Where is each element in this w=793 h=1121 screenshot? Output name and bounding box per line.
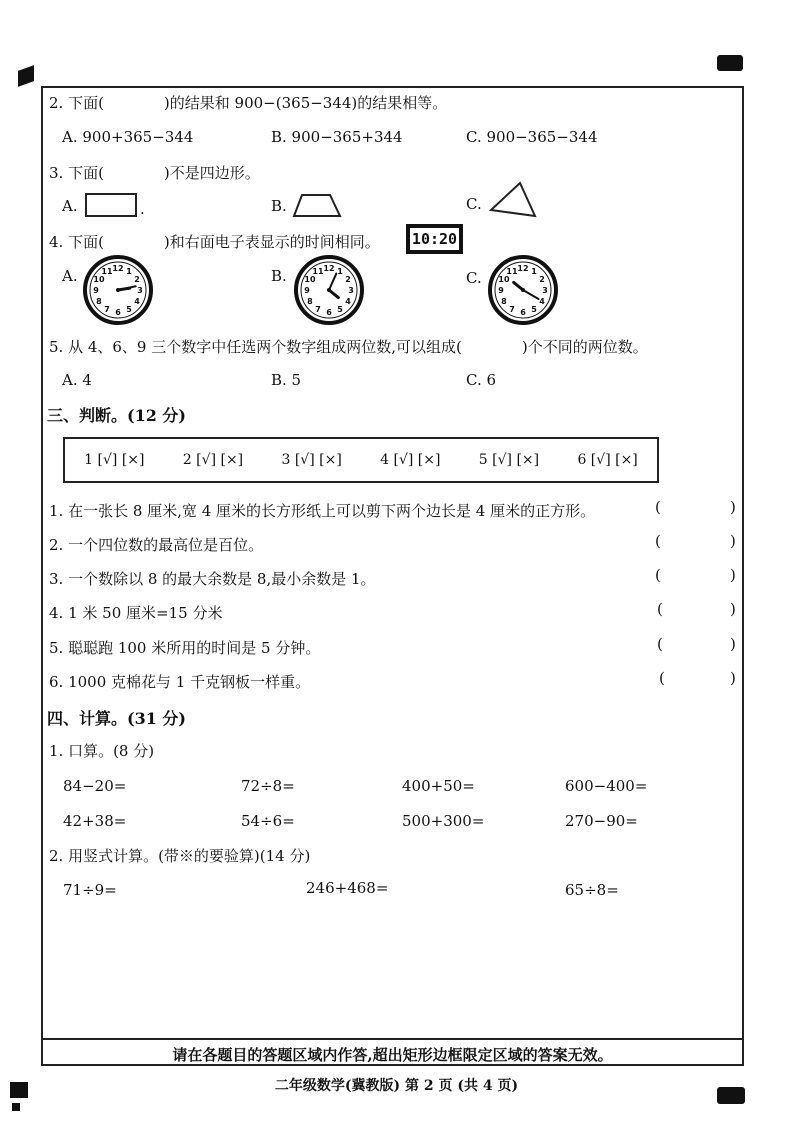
digital-clock-display: 10:20	[406, 224, 463, 254]
clock-numeral: 1	[337, 266, 343, 276]
judgment-answer-5[interactable]: 5 [√] [×]	[478, 452, 540, 468]
clock-numeral: 6	[326, 308, 332, 317]
section-3-title: 三、判断。(12 分)	[47, 406, 186, 425]
question-4-option-a[interactable]: A.	[62, 267, 78, 285]
judgment-item-1: 1. 在一张长 8 厘米,宽 4 厘米的长方形纸上可以剪下两个边长是 4 厘米的正方形。	[49, 502, 596, 520]
question-4-option-c[interactable]: C.	[466, 269, 482, 287]
oral-calc-item-5: 42+38=	[63, 812, 127, 830]
judgment-item-3: 3. 一个数除以 8 的最大余数是 8,最小余数是 1。	[49, 570, 376, 588]
judgment-answer-6[interactable]: 6 [√] [×]	[577, 452, 638, 468]
clock-numeral: 10	[304, 275, 316, 284]
clock-numeral: 10	[93, 275, 105, 284]
clock-numeral: 11	[312, 266, 324, 276]
analog-clock-b-icon	[294, 255, 364, 325]
clock-numeral: 4	[539, 297, 545, 306]
answer-paren-close-3: )	[730, 566, 736, 584]
clock-numeral: 4	[134, 297, 140, 306]
clock-numeral: 6	[520, 308, 526, 317]
clock-numeral: 3	[542, 286, 548, 295]
question-5-stem: 5. 从 4、6、9 三个数字中任选两个数字组成两位数,可以组成( )个不同的两位数。	[49, 338, 648, 356]
clock-numeral: 3	[137, 286, 143, 295]
answer-paren-close-2: )	[730, 532, 736, 550]
clock-numeral: 7	[315, 305, 321, 315]
question-5-option-a[interactable]: A. 4	[62, 371, 92, 389]
question-4-option-b[interactable]: B.	[271, 267, 287, 285]
registration-mark-top-right	[717, 55, 743, 71]
oral-calc-title: 1. 口算。(8 分)	[49, 742, 155, 760]
registration-mark-bottom-left-small	[12, 1103, 20, 1111]
section-4-title: 四、计算。(31 分)	[47, 709, 186, 728]
judgment-answer-4[interactable]: 4 [√] [×]	[380, 452, 441, 468]
question-2-option-c[interactable]: C. 900−365−344	[466, 128, 598, 146]
clock-numeral: 9	[304, 286, 310, 295]
clock-numeral: 4	[345, 297, 351, 306]
clock-numeral: 5	[531, 305, 537, 315]
clock-numeral: 6	[115, 308, 121, 317]
clock-numeral: 5	[337, 305, 343, 315]
clock-numeral: 1	[126, 266, 132, 276]
oral-calc-item-7: 500+300=	[402, 812, 485, 830]
oral-calc-item-3: 400+50=	[402, 777, 475, 795]
question-2-option-a[interactable]: A. 900+365−344	[62, 128, 194, 146]
page-footer-info: 二年级数学(冀教版) 第 2 页 (共 4 页)	[274, 1078, 519, 1094]
triangle-shape-icon	[488, 180, 538, 220]
answer-paren-open-6[interactable]: (	[659, 669, 665, 687]
clock-numeral: 2	[134, 275, 140, 284]
registration-mark-top-left	[18, 65, 34, 87]
question-2-option-b[interactable]: B. 900−365+344	[271, 128, 403, 146]
answer-paren-open-5[interactable]: (	[657, 635, 663, 653]
question-3-stem: 3. 下面( )不是四边形。	[49, 164, 260, 182]
trapezoid-shape-icon	[292, 193, 344, 219]
clock-numeral: 12	[517, 264, 529, 273]
clock-numeral: 7	[509, 305, 515, 315]
clock-numeral: 12	[323, 264, 335, 273]
vertical-calc-item-3: 65÷8=	[565, 881, 619, 899]
judgment-item-6: 6. 1000 克棉花与 1 千克钢板一样重。	[49, 673, 311, 691]
clock-numeral: 5	[126, 305, 132, 315]
clock-numeral: 9	[93, 286, 99, 295]
clock-numeral: 8	[307, 297, 313, 306]
clock-numeral: 10	[498, 275, 510, 284]
question-3-option-a-tail: .	[140, 200, 145, 218]
clock-numeral: 2	[539, 275, 545, 284]
oral-calc-item-4: 600−400=	[565, 777, 648, 795]
answer-paren-open-3[interactable]: (	[655, 566, 661, 584]
clock-numeral: 1	[531, 266, 537, 276]
oral-calc-item-1: 84−20=	[63, 777, 127, 795]
answer-paren-close-6: )	[730, 669, 736, 687]
oral-calc-item-6: 54÷6=	[241, 812, 295, 830]
clock-numeral: 8	[96, 297, 102, 306]
answer-paren-close-1: )	[730, 498, 736, 516]
analog-clock-a-icon	[83, 255, 153, 325]
question-3-option-a[interactable]: A.	[62, 197, 78, 215]
judgment-answer-3[interactable]: 3 [√] [×]	[281, 452, 342, 468]
clock-numeral: 7	[104, 305, 110, 315]
answer-paren-close-4: )	[730, 600, 736, 618]
judgment-item-5: 5. 聪聪跑 100 米所用的时间是 5 分钟。	[49, 639, 321, 657]
rectangle-shape-icon	[85, 193, 137, 217]
clock-numeral: 3	[348, 286, 354, 295]
vertical-calc-title: 2. 用竖式计算。(带※的要验算)(14 分)	[49, 847, 311, 865]
vertical-calc-item-1: 71÷9=	[63, 881, 117, 899]
oral-calc-item-2: 72÷8=	[241, 777, 295, 795]
answer-paren-open-4[interactable]: (	[657, 600, 663, 618]
clock-numeral: 11	[101, 266, 113, 276]
clock-numeral: 12	[112, 264, 124, 273]
clock-numeral: 9	[498, 286, 504, 295]
question-5-option-b[interactable]: B. 5	[271, 371, 302, 389]
clock-numeral: 8	[501, 297, 507, 306]
judgment-answer-1[interactable]: 1 [√] [×]	[84, 452, 145, 468]
question-3-option-b[interactable]: B.	[271, 197, 287, 215]
clock-numeral: 11	[506, 266, 518, 276]
clock-numeral: 2	[345, 275, 351, 284]
judgment-answer-box	[63, 437, 659, 483]
question-5-option-c[interactable]: C. 6	[466, 371, 497, 389]
question-4-stem: 4. 下面( )和右面电子表显示的时间相同。	[49, 233, 380, 251]
judgment-item-2: 2. 一个四位数的最高位是百位。	[49, 536, 264, 554]
judgment-answer-2[interactable]: 2 [√] [×]	[182, 452, 244, 468]
analog-clock-c-icon	[488, 255, 558, 325]
question-2-stem: 2. 下面( )的结果和 900−(365−344)的结果相等。	[49, 94, 448, 112]
answer-area-notice: 请在各题目的答题区域内作答,超出矩形边框限定区域的答案无效。	[41, 1038, 744, 1068]
judgment-item-4: 4. 1 米 50 厘米=15 分米	[49, 604, 223, 622]
answer-paren-open-2[interactable]: (	[655, 532, 661, 550]
question-3-option-c[interactable]: C.	[466, 195, 482, 213]
oral-calc-item-8: 270−90=	[565, 812, 638, 830]
answer-paren-open-1[interactable]: (	[655, 498, 661, 516]
vertical-calc-item-2: 246+468=	[306, 879, 389, 897]
answer-paren-close-5: )	[730, 635, 736, 653]
